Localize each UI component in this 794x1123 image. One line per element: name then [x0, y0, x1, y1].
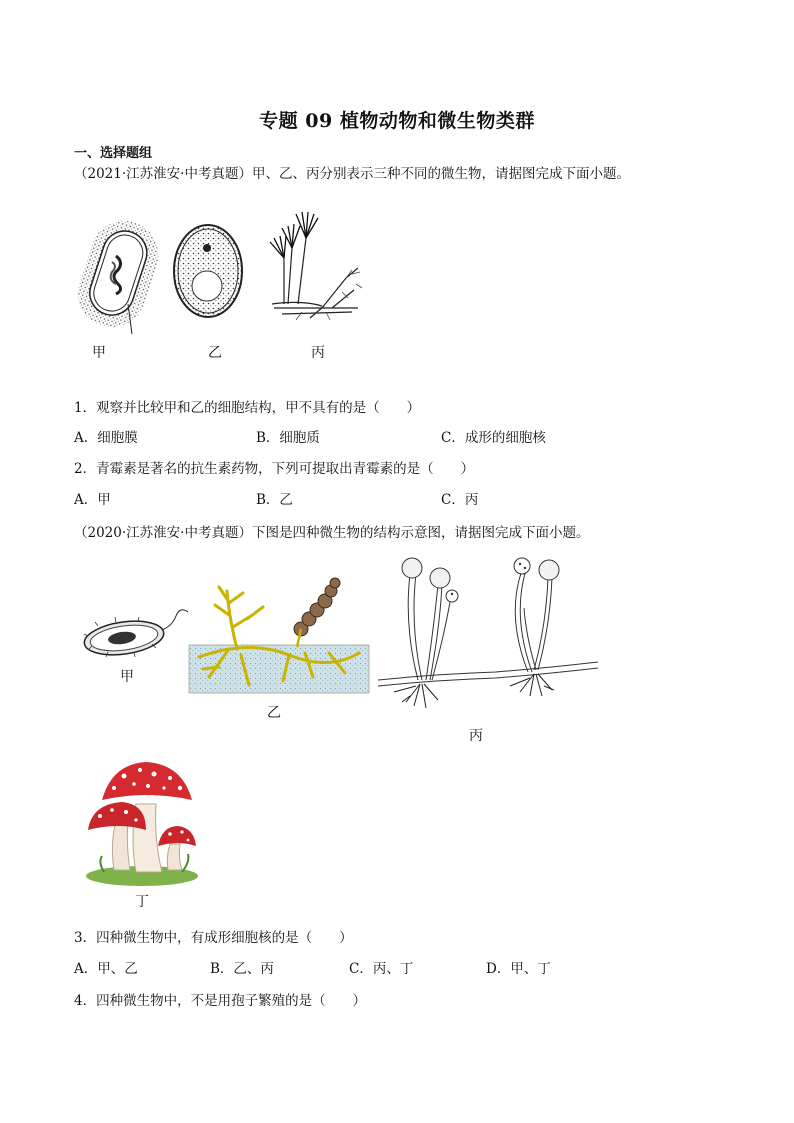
group1-label-yi: 乙	[208, 345, 222, 361]
group2-intro: （2020·江苏淮安·中考真题）下图是四种微生物的结构示意图，请据图完成下面小题。	[74, 525, 590, 541]
q1-option-c[interactable]: C．成形的细胞核	[441, 430, 546, 446]
mushroom-figure-ding	[84, 760, 200, 890]
q3-option-b[interactable]: B．乙、丙	[210, 961, 274, 977]
q3-option-d[interactable]: D．甲、丁	[486, 961, 551, 977]
q2-option-a[interactable]: A．甲	[74, 492, 111, 508]
group1-label-jia: 甲	[92, 345, 106, 361]
group2-label-ding: 丁	[135, 894, 149, 910]
mold-figure-yi	[189, 577, 369, 695]
q2-option-c[interactable]: C．丙	[441, 492, 479, 508]
q1-option-b[interactable]: B．细胞质	[256, 430, 320, 446]
group1-label-bing: 丙	[311, 345, 325, 361]
rhizopus-figure-bing	[376, 556, 602, 718]
group2-label-bing: 丙	[469, 728, 483, 744]
question-1: 1．观察并比较甲和乙的细胞结构，甲不具有的是（ ）	[74, 400, 421, 416]
q3-option-c[interactable]: C．丙、丁	[349, 961, 414, 977]
q2-option-b[interactable]: B．乙	[256, 492, 293, 508]
question-3: 3．四种微生物中，有成形细胞核的是（ ）	[74, 930, 353, 946]
bacterium-figure-jia-2	[78, 610, 190, 662]
question-2: 2．青霉素是著名的抗生素药物，下列可提取出青霉素的是（ ）	[74, 461, 475, 477]
q1-option-a[interactable]: A．细胞膜	[74, 430, 138, 446]
bacterium-figure-jia	[78, 216, 158, 336]
yeast-figure-yi	[172, 222, 244, 320]
q3-option-a[interactable]: A．甲、乙	[74, 961, 138, 977]
section-heading: 一、选择题组	[74, 146, 153, 161]
group2-label-jia: 甲	[120, 669, 134, 685]
question-4: 4．四种微生物中，不是用孢子繁殖的是（ ）	[74, 993, 367, 1009]
page-title: 专题 09 植物动物和微生物类群	[259, 110, 535, 132]
group1-intro: （2021·江苏淮安·中考真题）甲、乙、丙分别表示三种不同的微生物，请据图完成下面小题。	[74, 166, 630, 182]
group2-label-yi: 乙	[267, 705, 281, 721]
penicillium-figure-bing	[262, 208, 372, 324]
